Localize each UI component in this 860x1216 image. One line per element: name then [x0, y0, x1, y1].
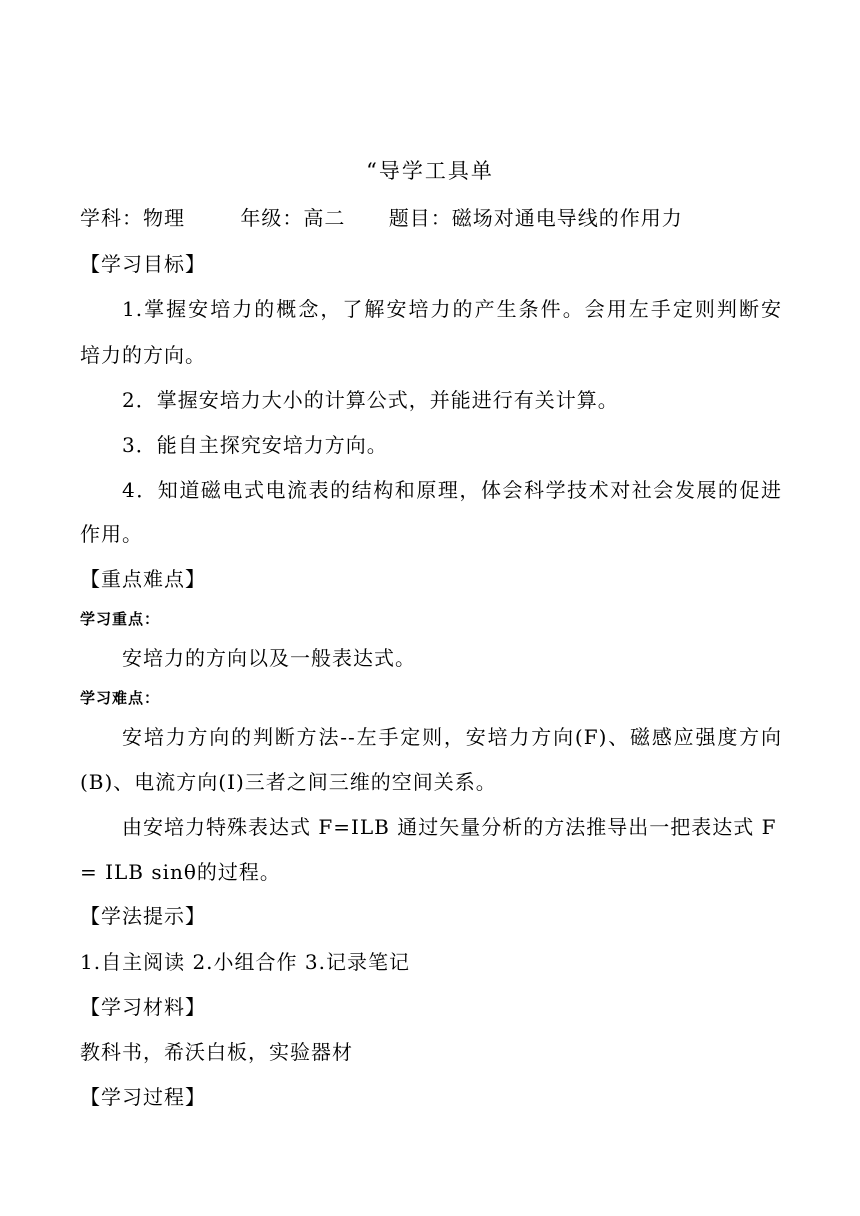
difficulty-label: 学习难点：	[80, 689, 161, 707]
goal-1-line-1: 1.掌握安培力的概念，了解安培力的产生条件。会用左手定则判断安	[122, 297, 782, 321]
difficulty-1-line-2: (B)、电流方向(I)三者之间三维的空间关系。	[80, 770, 497, 794]
goal-4-line-1: 4．知道磁电式电流表的结构和原理，体会科学技术对社会发展的促进	[122, 478, 782, 502]
difficulty-2-line-2: = ILB sinθ的过程。	[80, 860, 281, 884]
goals-heading: 【学习目标】	[80, 252, 206, 276]
goal-1-line-2: 培力的方向。	[80, 343, 206, 367]
grade-label: 年级：高二	[240, 206, 346, 230]
meta-row	[80, 205, 683, 231]
difficulty-2-line-1: 由安培力特殊表达式 F=ILB 通过矢量分析的方法推导出一把表达式 F	[122, 815, 777, 839]
key-difficulty-heading: 【重点难点】	[80, 567, 206, 591]
materials-text: 教科书，希沃白板，实验器材	[80, 1040, 353, 1064]
method-heading: 【学法提示】	[80, 904, 206, 928]
document-title: “导学工具单	[366, 159, 494, 183]
subject-label: 学科：物理	[80, 206, 185, 230]
method-text: 1.自主阅读 2.小组合作 3.记录笔记	[80, 950, 410, 974]
process-heading: 【学习过程】	[80, 1085, 206, 1109]
key-point-text: 安培力的方向以及一般表达式。	[122, 646, 416, 670]
key-point-label: 学习重点：	[80, 610, 161, 628]
goal-2: 2．掌握安培力大小的计算公式，并能进行有关计算。	[122, 388, 619, 412]
topic-label: 题目：磁场对通电导线的作用力	[388, 206, 683, 230]
goal-4-line-2: 作用。	[80, 522, 143, 546]
materials-heading: 【学习材料】	[80, 995, 206, 1019]
goal-3: 3．能自主探究安培力方向。	[122, 433, 388, 457]
difficulty-1-line-1: 安培力方向的判断方法--左手定则，安培力方向(F)、磁感应强度方向	[122, 725, 782, 749]
